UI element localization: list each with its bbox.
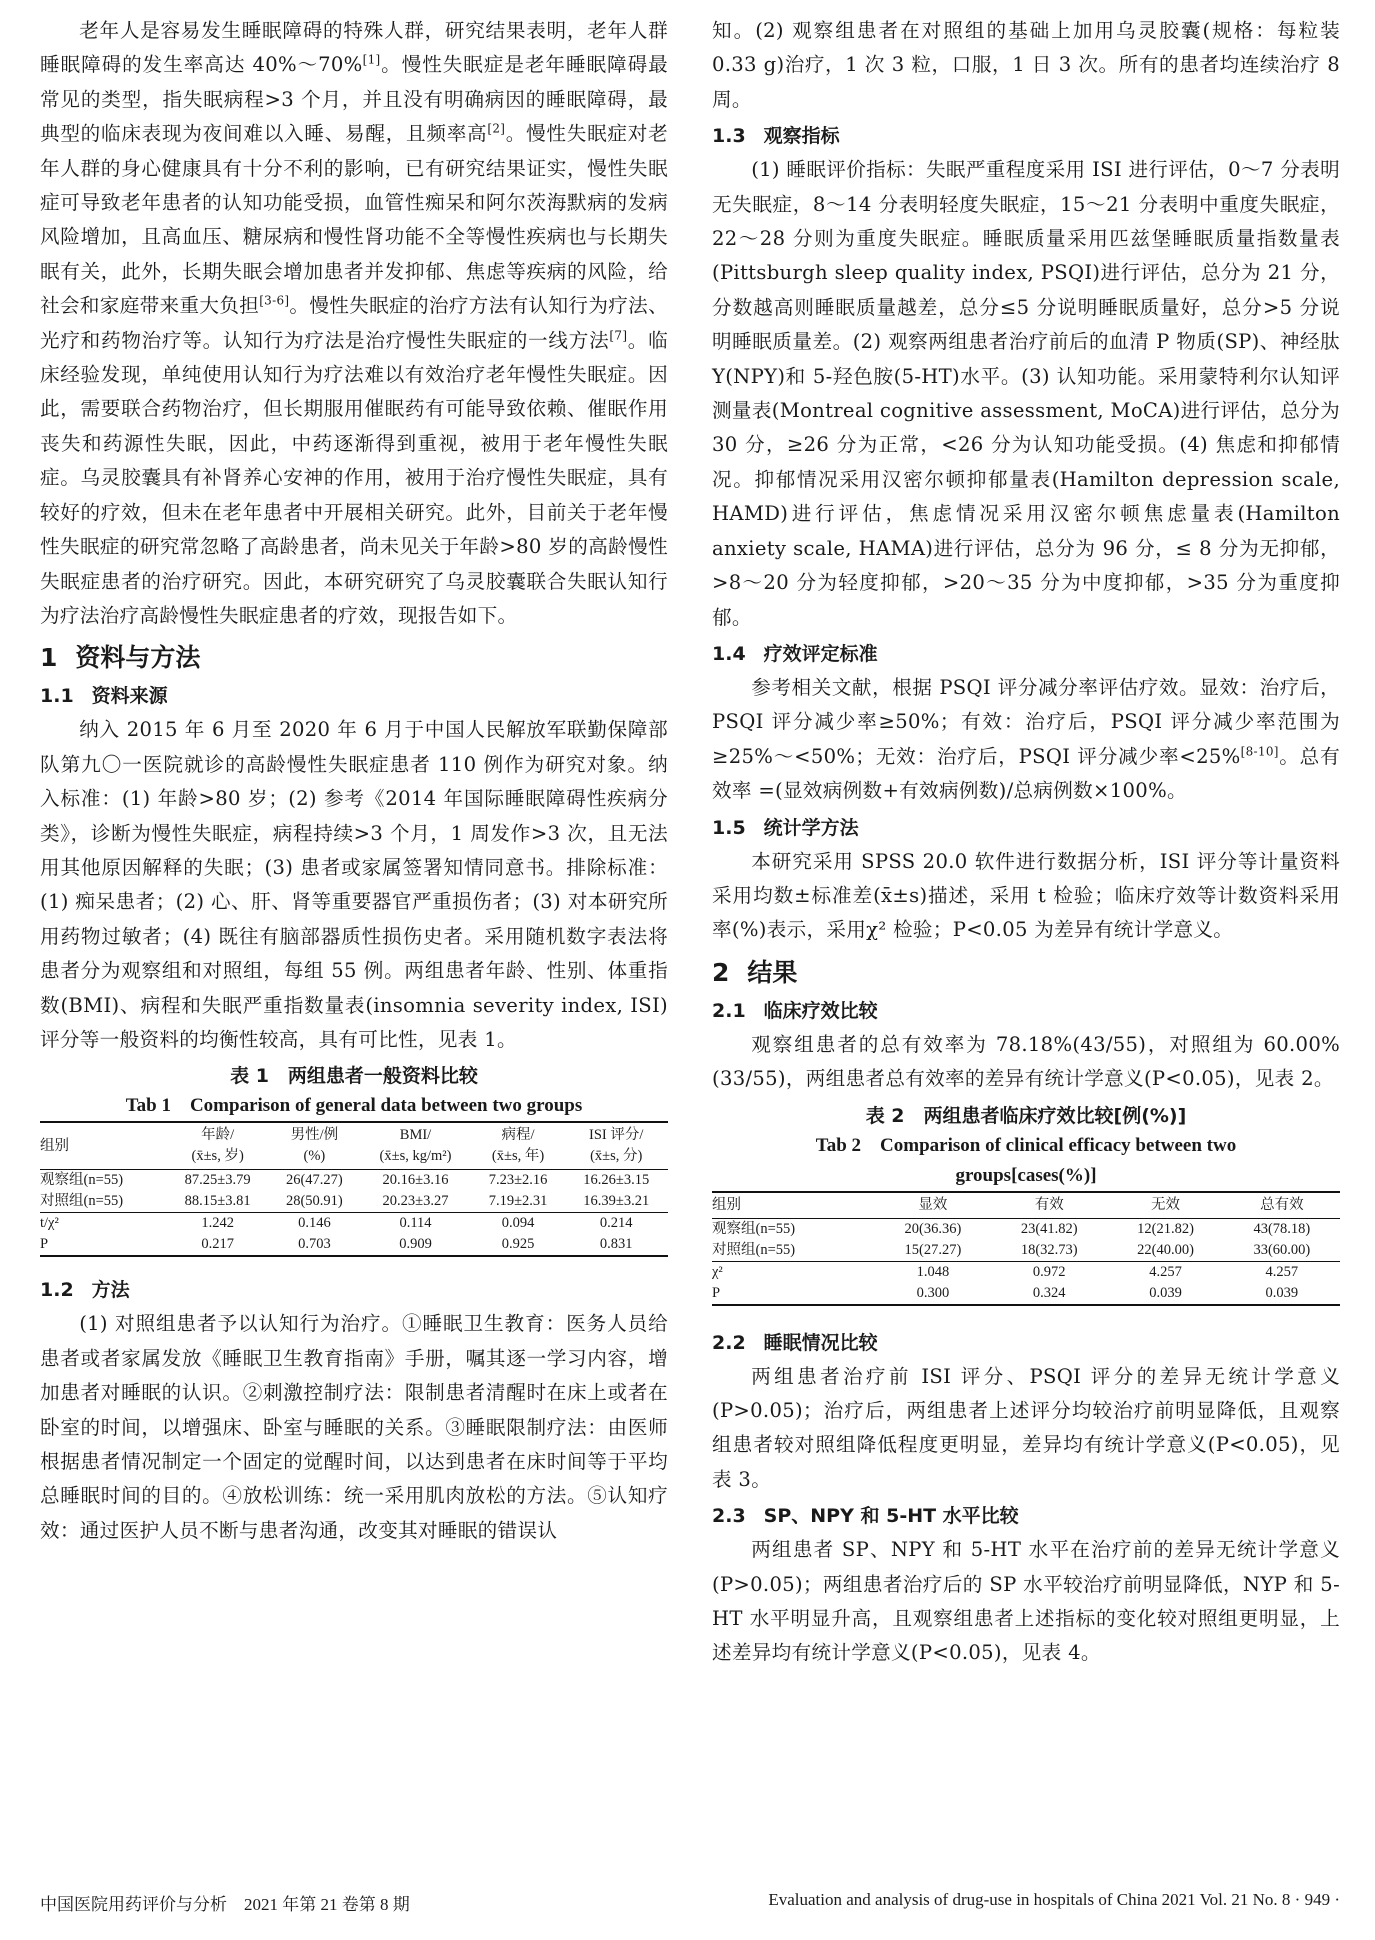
table-cell: 33(60.00): [1253, 1241, 1311, 1258]
paragraph-1-4: 参考相关文献，根据 PSQI 评分减分率评估疗效。显效：治疗后，PSQI 评分减少率≥50%；有效：治疗后，PSQI 评分减少率范围为≥25%～<50%；无效：治疗后，PSQI 评分减少率<25%[8-10]。总有效率 =(显效病例数+有效病例数)/总病例数×100%。: [712, 675, 1340, 803]
right-column: [712, 14, 1340, 1671]
section-heading-1: 1 资料与方法: [40, 643, 201, 673]
table-row: [712, 1261, 1340, 1283]
table-cell: 4.257: [1224, 1261, 1340, 1283]
paragraph-2-2: 两组患者治疗前 ISI 评分、PSQI 评分的差异无统计学意义(P>0.05)；治疗后，两组患者上述评分均较治疗前明显降低，且观察组患者较对照组降低程度更明显，差异均有统计学意义(P<0.05)，见表 3。: [712, 1364, 1340, 1491]
table-cell: 0.039: [1265, 1284, 1299, 1301]
table-cell: 20(36.36): [904, 1220, 962, 1237]
table-cell: 0.039: [1149, 1284, 1182, 1301]
table-row: [40, 1191, 668, 1213]
table-1-header-bmi: BMI/ (x̄±s, kg/m²): [359, 1122, 471, 1170]
table-cell: 7.19±2.31: [488, 1193, 548, 1210]
table-cell: 对照组(n=55): [712, 1241, 796, 1258]
table-2-header: 显效: [875, 1192, 991, 1219]
table-2-header: 有效: [991, 1192, 1107, 1219]
left-column: [40, 14, 668, 1548]
paragraph-1-1: 纳入 2015 年 6 月至 2020 年 6 月于中国人民解放军联勤保障部队第九〇一医院就诊的高龄慢性失眠症患者 110 例作为研究对象。纳入标准：(1) 年龄>80 岁；(2) 参考《2014 年国际睡眠障碍性疾病分类》，诊断为慢性失眠症，病程持续>3 个月，1 周发作>3 次，且无法用其他原因解释的失眠；(3) 患者或家属签署知情同意书。排除标准：(1) 痴呆患者；(2) 心、肝、肾等重要器官严重损伤者；(3) 对本研究所用药物过敏者；(4) 既往有脑部器质性损伤史者。采用随机数字表法将患者分为观察组和对照组，每组 55 例。两组患者年龄、性别、体重指数(BMI)、病程和失眠严重指数量表(insomnia severity index, ISI)评分等一般资料的均衡性较高，具有可比性，见表 1。: [40, 718, 668, 1051]
table-cell: 1.242: [166, 1213, 270, 1235]
table-row: [712, 1283, 1340, 1305]
table-1: [40, 1061, 668, 1257]
paragraph-2-1: 观察组患者的总有效率为 78.18%(43/55)，对照组为 60.00%(33/55)，两组患者总有效率的差异有统计学意义(P<0.05)，见表 2。: [712, 1032, 1340, 1091]
paragraph-1-2-continued: 知。(2) 观察组患者在对照组的基础上加用乌灵胶囊(规格：每粒装 0.33 g)治疗，1 次 3 粒，口服，1 日 3 次。所有的患者均连续治疗 8 周。: [712, 19, 1340, 111]
table-1-caption-cn: 表 1 两组患者一般资料比较: [230, 1065, 478, 1088]
table-2-header: 总有效: [1224, 1192, 1340, 1219]
citation[interactable]: [1]: [362, 52, 381, 67]
table-2-caption-cn: 表 2 两组患者临床疗效比较[例(%)]: [865, 1104, 1187, 1127]
table-1-grid: [40, 1121, 668, 1257]
citation[interactable]: [3-6]: [259, 293, 290, 308]
table-row: [40, 1170, 668, 1192]
table-cell: 16.26±3.15: [583, 1172, 650, 1189]
table-cell: 7.23±2.16: [488, 1172, 548, 1189]
table-row: [712, 1240, 1340, 1262]
table-cell: 20.16±3.16: [382, 1172, 449, 1189]
subsection-heading-2-1: 2.1 临床疗效比较: [712, 999, 878, 1022]
table-cell: 0.324: [1032, 1284, 1066, 1301]
table-1-caption-en: Tab 1 Comparison of general data between two groups: [125, 1095, 583, 1117]
table-row: [712, 1218, 1340, 1240]
citation[interactable]: [8-10]: [1240, 744, 1279, 759]
section-heading-2: 2 结果: [712, 957, 798, 987]
table-cell: 0.114: [359, 1213, 471, 1235]
paragraph-1-2: (1) 对照组患者予以认知行为治疗。①睡眠卫生教育：医务人员给患者或者家属发放《睡眠卫生教育指南》手册，嘱其逐一学习内容，增加患者对睡眠的认识。②刺激控制疗法：限制患者清醒时在床上或者在卧室的时间，以增强床、卧室与睡眠的关系。③睡眠限制疗法：由医师根据患者情况制定一个固定的觉醒时间，以达到患者在床时间等于平均总睡眠时间的目的。④放松训练：统一采用肌肉放松的方法。⑤认知疗效：通过医护人员不断与患者沟通，改变其对睡眠的错误认: [40, 1312, 668, 1542]
subsection-heading-1-5: 1.5 统计学方法: [712, 816, 859, 839]
table-2-caption-en-line2: groups[cases(%)]: [955, 1164, 1097, 1186]
table-cell: 0.146: [269, 1213, 359, 1235]
table-cell: 观察组(n=55): [40, 1172, 124, 1189]
subsection-heading-1-3: 1.3 观察指标: [712, 125, 840, 148]
table-cell: 1.048: [875, 1261, 991, 1283]
table-cell: 15(27.27): [904, 1241, 962, 1258]
table-cell: 16.39±3.21: [583, 1193, 650, 1210]
paragraph-2-3: 两组患者 SP、NPY 和 5-HT 水平在治疗前的差异无统计学意义(P>0.05)；两组患者治疗后的 SP 水平较治疗前明显降低，NYP 和 5-HT 水平明显升高，且观察组患者上述指标的变化较对照组更明显，上述差异均有统计学意义(P<0.05)，见表 4。: [712, 1538, 1340, 1665]
table-cell: t/χ²: [40, 1213, 166, 1235]
table-2-grid: [712, 1191, 1340, 1306]
table-cell: 12(21.82): [1137, 1220, 1194, 1237]
table-cell: χ²: [712, 1261, 875, 1283]
table-cell: 0.094: [472, 1213, 565, 1235]
table-1-header-group: 组别: [40, 1122, 166, 1170]
table-cell: 0.831: [599, 1236, 633, 1253]
table-row: [40, 1234, 668, 1256]
table-1-header-isi: ISI 评分/ (x̄±s, 分): [564, 1122, 668, 1170]
table-cell: 0.909: [399, 1236, 432, 1253]
table-cell: 0.214: [564, 1213, 668, 1235]
intro-paragraph: 老年人是容易发生睡眠障碍的特殊人群，研究结果表明，老年人群睡眠障碍的发生率高达 40%～70%[1]。慢性失眠症是老年睡眠障碍最常见的类型，指失眠病程>3 个月，并且没有明确病因的睡眠障碍，最典型的临床表现为夜间难以入睡、易醒，且频率高[2]。慢性失眠症对老年人群的身心健康具有十分不利的影响，已有研究结果证实，慢性失眠症可导致老年患者的认知功能受损，血管性痴呆和阿尔茨海默病的发病风险增加，且高血压、糖尿病和慢性肾功能不全等慢性疾病也与长期失眠有关，此外，长期失眠会增加患者并发抑郁、焦虑等疾病的风险，给社会和家庭带来重大负担[3-6]。慢性失眠症的治疗方法有认知行为疗法、光疗和药物治疗等。认知行为疗法是治疗慢性失眠症的一线方法[7]。临床经验发现，单纯使用认知行为疗法难以有效治疗老年慢性失眠症。因此，需要联合药物治疗，但长期服用催眠药有可能导致依赖、催眠作用丧失和药源性失眠，因此，中药逐渐得到重视，被用于老年慢性失眠症。乌灵胶囊具有补肾养心安神的作用，被用于治疗慢性失眠症，具有较好的疗效，但未在老年患者中开展相关研究。此外，目前关于老年慢性失眠症的研究常忽略了高龄患者，尚未见关于年龄>80 岁的高龄慢性失眠症患者的治疗研究。因此，本研究研究了乌灵胶囊联合失眠认知行为疗法治疗高龄慢性失眠症患者的疗效，现报告如下。: [40, 19, 669, 627]
table-cell: 22(40.00): [1137, 1241, 1194, 1258]
footer-journal-cn: 中国医院用药评价与分析 2021 年第 21 卷第 8 期: [40, 1895, 410, 1914]
table-cell: 4.257: [1107, 1261, 1223, 1283]
table-cell: 0.217: [201, 1236, 234, 1253]
table-cell: 观察组(n=55): [712, 1220, 796, 1237]
subsection-heading-1-4: 1.4 疗效评定标准: [712, 642, 878, 665]
table-cell: 0.703: [298, 1236, 331, 1253]
paragraph-1-3: (1) 睡眠评价指标：失眠严重程度采用 ISI 进行评估，0～7 分表明无失眠症，8～14 分表明轻度失眠症，15～21 分表明中重度失眠症，22～28 分则为重度失眠症。睡眠质量采用匹兹堡睡眠质量指数量表(Pittsburgh sleep quality index, PSQI)进行评估，总分为 21 分，分数越高则睡眠质量越差，总分≤5 分说明睡眠质量好，总分>5 分说明睡眠质量差。(2) 观察两组患者治疗前后的血清 P 物质(SP)、神经肽 Y(NPY)和 5-羟色胺(5-HT)水平。(3) 认知功能。采用蒙特利尔认知评测量表(Montreal cognitive assessment, MoCA)进行评估，总分为 30 分，≥26 分为正常，<26 分为认知功能受损。(4) 焦虑和抑郁情况。抑郁情况采用汉密尔顿抑郁量表(Hamilton depression scale, HAMD)进行评估，焦虑情况采用汉密尔顿焦虑量表(Hamilton anxiety scale, HAMA)进行评估，总分为 96 分，≤ 8 分为无抑郁，>8～20 分为轻度抑郁，>20～35 分为中度抑郁，>35 分为重度抑郁。: [712, 158, 1340, 629]
citation[interactable]: [7]: [609, 328, 628, 343]
citation[interactable]: [2]: [487, 121, 506, 136]
table-row: [40, 1213, 668, 1235]
paragraph-1-5: 本研究采用 SPSS 20.0 软件进行数据分析，ISI 评分等计量资料采用均数±标准差(x̄±s)描述，采用 t 检验；临床疗效等计数资料采用率(%)表示，采用χ² 检验；P<0.05 为差异有统计学意义。: [712, 849, 1340, 942]
table-1-header-age: 年龄/ (x̄±s, 岁): [166, 1122, 270, 1170]
table-cell: 对照组(n=55): [40, 1193, 124, 1210]
table-cell: 28(50.91): [285, 1193, 343, 1210]
table-cell: 23(41.82): [1020, 1220, 1078, 1237]
table-2: [712, 1101, 1340, 1306]
table-2-caption-en-line1: Tab 2 Comparison of clinical efficacy between two: [815, 1134, 1237, 1156]
table-cell: 0.972: [991, 1261, 1107, 1283]
table-cell: 43(78.18): [1253, 1220, 1311, 1237]
subsection-heading-2-2: 2.2 睡眠情况比较: [712, 1331, 878, 1354]
table-cell: P: [712, 1284, 721, 1301]
table-2-header: 无效: [1107, 1192, 1223, 1219]
table-cell: 0.925: [501, 1236, 535, 1253]
table-1-header-male: 男性/例 (%): [269, 1122, 359, 1170]
table-2-header: 组别: [712, 1192, 875, 1219]
footer-journal-en: Evaluation and analysis of drug-use in hospitals of China 2021 Vol. 21 No. 8 · 949 ·: [768, 1890, 1340, 1909]
subsection-heading-1-2: 1.2 方法: [40, 1279, 130, 1302]
table-cell: P: [40, 1236, 49, 1253]
subsection-heading-1-1: 1.1 资料来源: [40, 685, 168, 708]
subsection-heading-2-3: 2.3 SP、NPY 和 5-HT 水平比较: [712, 1505, 1019, 1528]
table-cell: 26(47.27): [285, 1172, 343, 1189]
table-cell: 87.25±3.79: [184, 1172, 251, 1189]
table-cell: 0.300: [916, 1284, 950, 1301]
table-cell: 20.23±3.27: [382, 1193, 449, 1210]
table-cell: 18(32.73): [1020, 1241, 1078, 1258]
table-cell: 88.15±3.81: [184, 1193, 251, 1210]
table-1-header-course: 病程/ (x̄±s, 年): [472, 1122, 565, 1170]
